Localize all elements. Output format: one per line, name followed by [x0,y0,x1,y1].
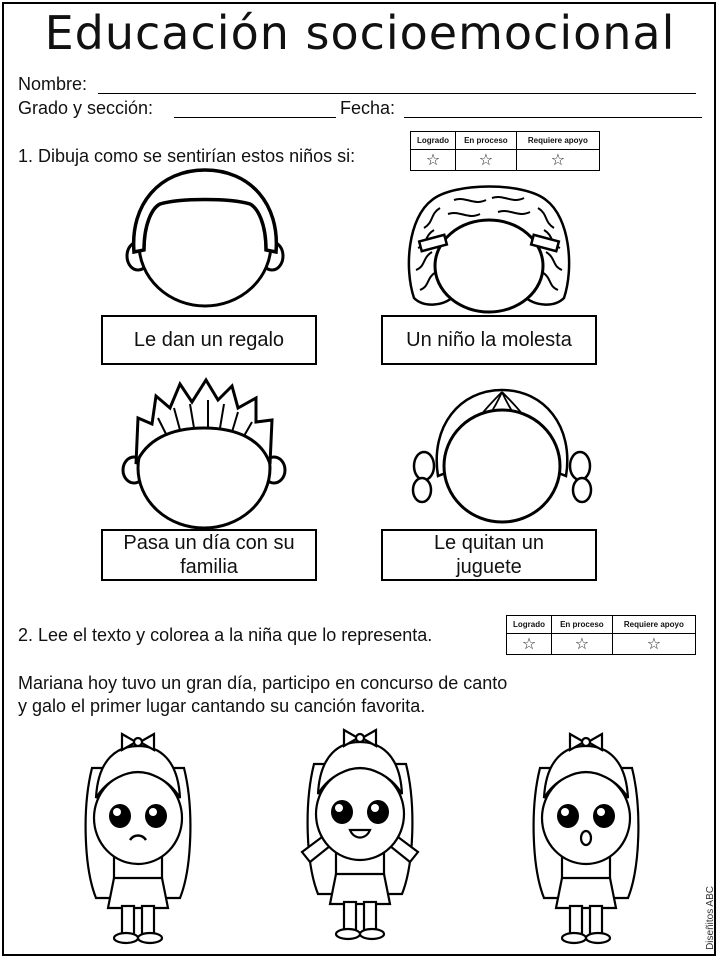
paragraph-line: y galo el primer lugar cantando su canción favorita. [18,696,426,716]
surprised-girl-drawing[interactable] [526,728,646,946]
credit-text: Diseñitos ABC [705,886,716,950]
caption-box: Le quitan un juguete [381,529,597,581]
star-icon[interactable]: ☆ [552,634,613,655]
grade-label: Grado y sección: [18,98,154,118]
rubric-header: Requiere apoyo [516,132,599,150]
question-1: 1. Dibuja como se sentirían estos niños si: [18,146,356,166]
sad-girl-drawing[interactable] [78,728,198,946]
rubric-header: En proceso [456,132,517,150]
star-icon[interactable]: ☆ [456,150,517,171]
grade-field[interactable] [174,117,336,118]
date-field[interactable] [404,117,702,118]
star-icon[interactable]: ☆ [516,150,599,171]
caption-box: Pasa un día con su familia [101,529,317,581]
rubric-header: Requiere apoyo [612,616,695,634]
rubric-header: Logrado [411,132,456,150]
curly-girl-face-drawing[interactable] [404,178,574,318]
spiky-boy-face-drawing[interactable] [118,378,290,530]
star-icon[interactable]: ☆ [612,634,695,655]
braided-girl-face-drawing[interactable] [410,386,594,526]
rubric-table-1 [410,131,600,171]
boy-face-drawing[interactable] [120,164,290,309]
caption-box: Un niño la molesta [381,315,597,365]
name-label: Nombre: [18,74,88,94]
rubric-header: Logrado [507,616,552,634]
reading-paragraph [18,672,638,718]
caption-box: Le dan un regalo [101,315,317,365]
paragraph-line: Mariana hoy tuvo un gran día, participo en concurso de canto [18,673,508,693]
question-2: 2. Lee el texto y colorea a la niña que lo representa. [18,625,433,645]
happy-girl-drawing[interactable] [300,722,420,944]
name-field[interactable] [98,93,696,94]
page-title: Educación socioemocional [44,6,676,60]
date-label: Fecha: [340,98,396,118]
star-icon[interactable]: ☆ [411,150,456,171]
star-icon[interactable]: ☆ [507,634,552,655]
rubric-header: En proceso [552,616,613,634]
rubric-table-2 [506,615,696,655]
